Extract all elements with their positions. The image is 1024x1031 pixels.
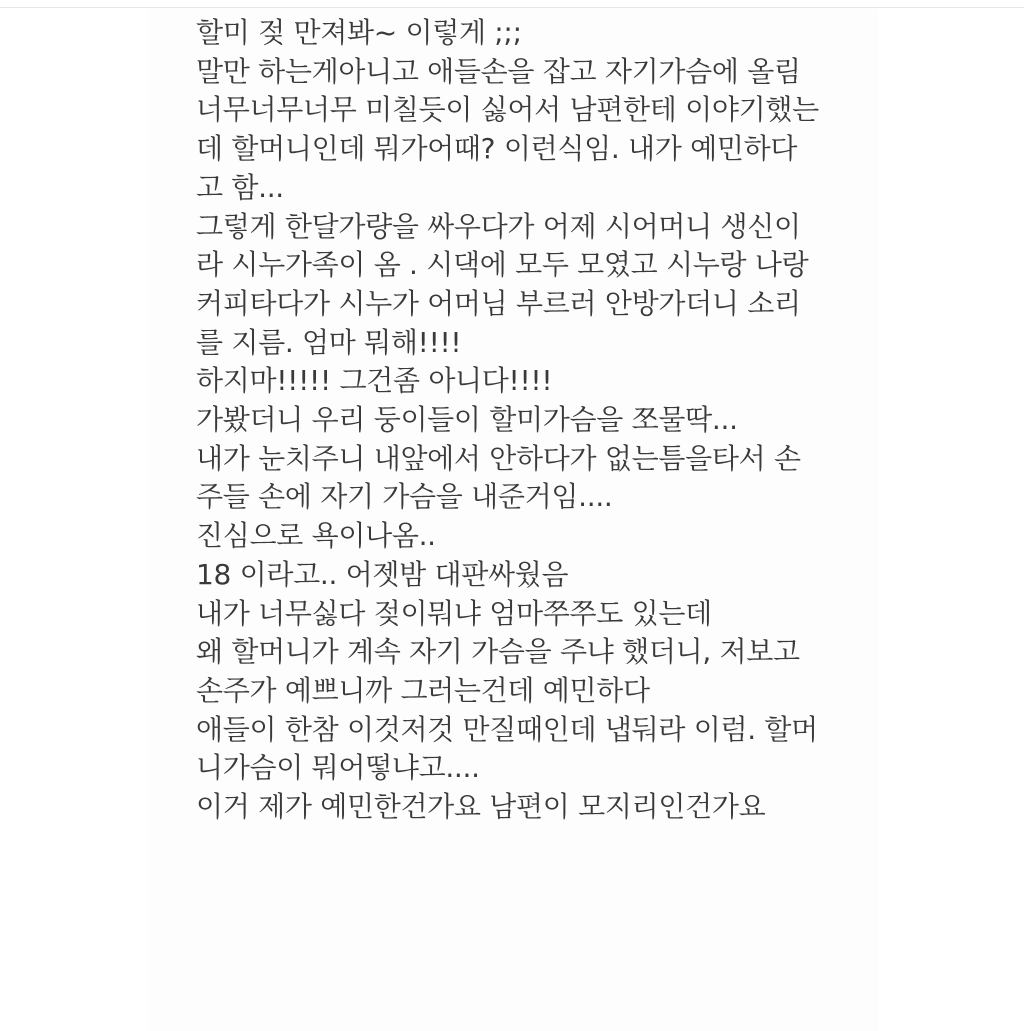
post-line: 내가 눈치주니 내앞에서 안하다가 없는틈을타서 손 [196, 441, 801, 475]
post-line: 라 시누가족이 옴 . 시댁에 모두 모였고 시누랑 나랑 [196, 248, 809, 282]
post-line: 를 지름. 엄마 뭐해!!!! [196, 325, 462, 359]
post-line: 주들 손에 자기 가슴을 내준거임.... [196, 480, 613, 514]
post-line: 너무너무너무 미칠듯이 싫어서 남편한테 이야기했는 [196, 93, 819, 127]
post-line: 말만 하는게아니고 애들손을 잡고 자기가슴에 올림 [196, 54, 801, 88]
post-line: 왜 할머니가 계속 자기 가슴을 주냐 했더니, 저보고 [196, 635, 800, 669]
post-body-text [196, 14, 856, 827]
post-line: 애들이 한참 이것저것 만질때인데 냅둬라 이럼. 할머 [196, 712, 818, 746]
post-line: 손주가 예쁘니까 그러는건데 예민하다 [196, 673, 650, 707]
post-line: 하지마!!!!! 그건좀 아니다!!!! [196, 364, 553, 398]
post-line: 그렇게 한달가량을 싸우다가 어제 시어머니 생신이 [196, 209, 801, 243]
post-line: 내가 너무싫다 젖이뭐냐 엄마쭈쭈도 있는데 [196, 596, 712, 630]
post-line: 이거 제가 예민한건가요 남편이 모지리인건가요 [196, 790, 766, 824]
post-line: 니가슴이 뭐어떻냐고.... [196, 751, 480, 785]
post-line: 18 이라고.. 어젯밤 대판싸웠음 [196, 557, 569, 591]
post-line: 할미 젖 만져봐~ 이렇게 ;;; [196, 16, 522, 49]
post-line: 가봤더니 우리 둥이들이 할미가슴을 쪼물딱... [196, 403, 738, 437]
top-divider [0, 7, 1024, 8]
post-line: 데 할머니인데 뭐가어때? 이런식임. 내가 예민하다 [196, 132, 798, 166]
post-line: 진심으로 욕이나옴.. [196, 519, 436, 553]
post-line: 고 함... [196, 170, 284, 204]
post-line: 커피타다가 시누가 어머님 부르러 안방가더니 소리 [196, 286, 801, 320]
